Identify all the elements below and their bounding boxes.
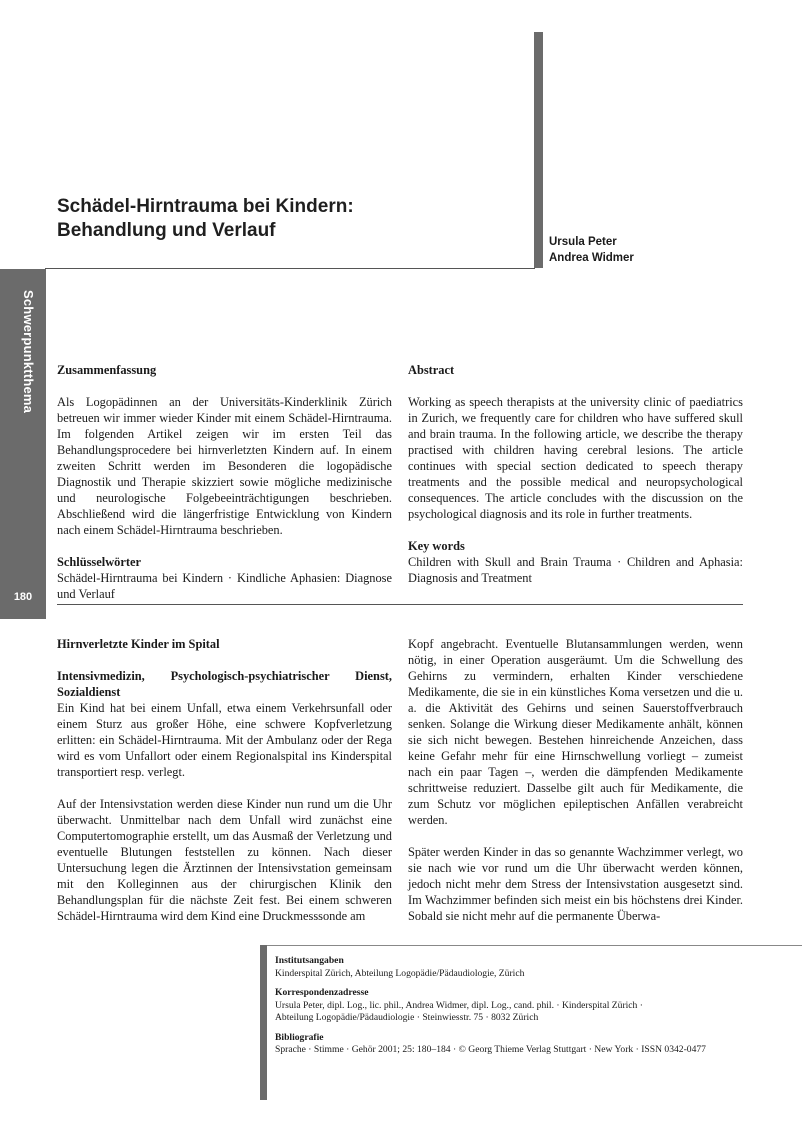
author-list <box>549 234 634 266</box>
author-name: Andrea Widmer <box>549 252 634 264</box>
footer-rule <box>267 945 802 946</box>
institute-text: Kinderspital Zürich, Abteilung Logopädie/Pädaudiologie, Zürich <box>275 967 525 979</box>
correspondence-heading: Korrespondenzadresse <box>275 987 369 998</box>
title-line-1: Schädel-Hirntrauma bei Kindern: <box>57 196 354 217</box>
body-paragraph: Ein Kind hat bei einem Unfall, etwa einem Verkehrsunfall oder einem Sturz aus großer Höhe, eine schwere Kopfverletzung erlitten: ein Schädel-Hirntrauma. Mit der Ambulanz oder der Rega wird es vom Unfallort oder einem Regionalspital ins Kinderspital transportiert resp. verlegt. <box>57 701 392 779</box>
header-accent-bar <box>534 32 543 268</box>
summary-text: Als Logopädinnen an der Universitäts-Kinderklinik Zürich betreuen wir immer wieder Kinder mit einem Schädel-Hirntrauma. Im folgenden Artikel zeigen wir im ersten Teil das Behandlungsprocedere bei hirnverletzten Kindern auf. In einem zweiten Schritt werden im Besonderen die logopädische Diagnostik und Therapie skizziert sowie mögliche medizinische und neurologische Folgebeeinträchtigungen beschrieben. Abschließend wird die längerfristige Entwicklung von Kindern nach einem Schädel-Hirntrauma beschrieben. <box>57 395 392 537</box>
title-line-2: Behandlung und Verlauf <box>57 220 276 241</box>
correspondence-line: Abteilung Logopädie/Pädaudiologie · Steinwiesstr. 75 · 8032 Zürich <box>275 1012 539 1023</box>
page-number: 180 <box>13 591 33 603</box>
keywords-heading-en: Key words <box>408 539 465 553</box>
abstract-text: Working as speech therapists at the university clinic of paediatrics in Zurich, we frequently care for children who have suffered skull and brain trauma. In the following article, we describe the therapy practised with children having cerebral lesions. The article continues with special section dedicated to speech therapy treatments and the possible medical and neuropsychological consequences. The article concludes with the discussion on the psychological diagnosis and its role in further treatments. <box>408 395 743 521</box>
bibliography-text: Sprache · Stimme · Gehör 2001; 25: 180–184 · © Georg Thieme Verlag Stuttgart · New York · ISSN 0342-0477 <box>275 1044 706 1055</box>
section-label: Schwerpunktthema <box>21 290 36 414</box>
keywords-de: Schädel-Hirntrauma bei Kindern · Kindliche Aphasien: Diagnose und Verlauf <box>57 571 392 601</box>
body-paragraph: Später werden Kinder in das so genannte Wachzimmer verlegt, wo sie nach wie vor rund um die Uhr überwacht werden können, jedoch nicht mehr dem Stress der Intensivstation ausgesetzt sind. Im Wachzimmer befinden sich meist ein bis höchstens drei Kinder. Sobald sie nicht mehr auf die permanente Überwa- <box>408 845 743 923</box>
article-title <box>57 195 497 243</box>
subsection-heading: Intensivmedizin, Psychologisch-psychiatrischer Dienst, Sozialdienst <box>57 669 392 699</box>
summary-column <box>57 362 392 602</box>
bibliography-heading: Bibliografie <box>275 1031 324 1043</box>
abstract-heading: Abstract <box>408 363 455 377</box>
body-right-column <box>408 636 743 924</box>
abstract-column <box>408 362 743 586</box>
footer-info <box>275 955 785 1057</box>
summary-heading: Zusammenfassung <box>57 363 157 377</box>
body-left-column <box>57 636 392 924</box>
institute-heading: Institutsangaben <box>275 955 344 966</box>
correspondence-line: Ursula Peter, dipl. Log., lic. phil., Andrea Widmer, dipl. Log., cand. phil. · Kinderspital Zürich · <box>275 999 643 1011</box>
author-name: Ursula Peter <box>549 236 617 248</box>
section-heading: Hirnverletzte Kinder im Spital <box>57 637 220 651</box>
footer-accent-bar <box>260 945 267 1100</box>
body-paragraph: Auf der Intensivstation werden diese Kinder nun rund um die Uhr überwacht. Unmittelbar nach dem Unfall wird zunächst eine Computertomographie erstellt, um das Ausmaß der Verletzung und eventuelle Blutungen feststellen zu können. Nach dieser Untersuchung legen die Ärztinnen der Intensivstation gemeinsam mit den Kolleginnen aus der chirurgischen Klinik den Behandlungsplan für die nächste Zeit fest. Bei einem schweren Schädel-Hirntrauma wird dem Kind eine Druckmesssonde am <box>57 797 392 923</box>
body-paragraph: Kopf angebracht. Eventuelle Blutansammlungen werden, wenn nötig, in einer Operation ausgeräumt. Um die Schwellung des Gehirns zu vermindern, erhalten Kinder verschiedene Medikamente, die sie in ein künstliches Koma versetzen und die u. a. die Aktivität des Gehirns und seinen Sauerstoffverbrauch senken. Solange die Wirkung dieser Medikamente anhält, können sie sich nicht bewegen. Bestehen hinreichende Anzeichen, dass keine Gefahr mehr für eine Hirnschwellung vorliegt – zumeist nach ein paar Tagen –, werden die dämpfenden Medikamente schrittweise reduziert. Dasselbe gilt auch für Medikamente, die zum Schutz vor möglichen epileptischen Anfällen verabreicht werden. <box>408 637 743 827</box>
keywords-heading-de: Schlüsselwörter <box>57 555 141 569</box>
keywords-en: Children with Skull and Brain Trauma · Children and Aphasia: Diagnosis and Treatment <box>408 555 743 585</box>
title-rule <box>45 268 535 269</box>
abstract-rule <box>57 604 743 605</box>
